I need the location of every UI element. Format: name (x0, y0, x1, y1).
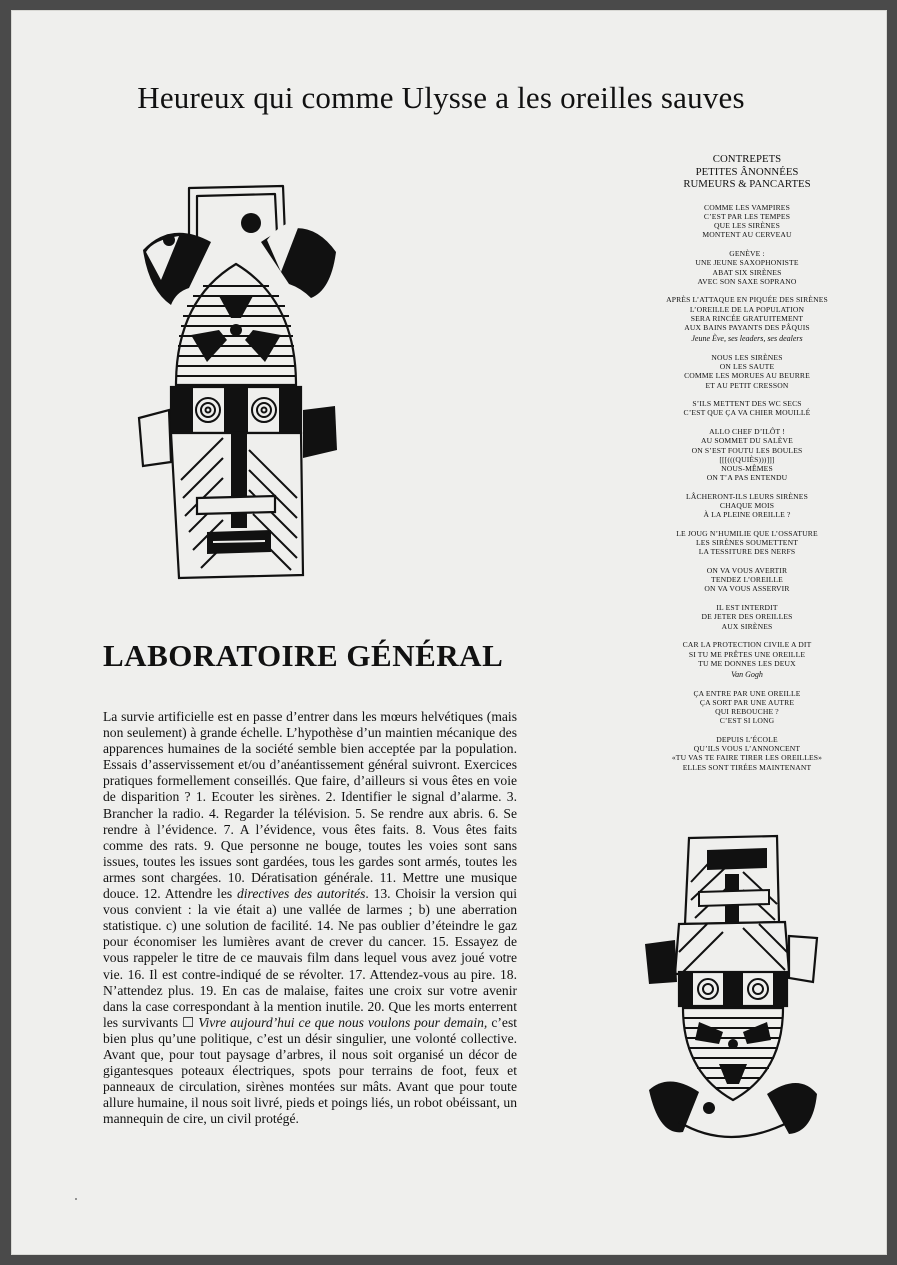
stanza-line: TENDEZ L’OREILLE (711, 575, 783, 585)
stanza-line: ON VA VOUS ASSERVIR (704, 584, 790, 594)
page-sheet (11, 10, 887, 1255)
stanza-line: DEPUIS L’ÉCOLE (716, 734, 778, 744)
stanza (625, 295, 869, 343)
stanza-line: NOUS LES SIRÈNES (711, 352, 783, 362)
stanza-line: C’EST SI LONG (719, 716, 775, 726)
stanza-attribution: Van Gogh (731, 669, 763, 679)
stanza (625, 603, 869, 631)
stanza-line: UNE JEUNE SAXOPHONISTE (695, 258, 799, 268)
sidebar-heading (625, 153, 869, 191)
stanza-line: ABAT SIX SIRÈNES (712, 267, 782, 277)
sidebar-heading-line: PETITES ÂNONNÉES (695, 165, 799, 178)
stanza (625, 203, 869, 240)
stanza-line: MONTENT AU CERVEAU (702, 230, 792, 240)
stanza (625, 427, 869, 482)
stanza-line: «TU VAS TE FAIRE TIRER LES OREILLES» (671, 753, 823, 763)
stanza-line: ON VA VOUS AVERTIR (706, 566, 788, 576)
stanza-line: CAR LA PROTECTION CIVILE A DIT (682, 640, 812, 650)
stanza-line: SERA RINCÉE GRATUITEMENT (690, 313, 804, 323)
stanza-line: C’EST PAR LES TEMPES (703, 211, 791, 221)
stanza-line: [[[(((QUIÈS)))]]] (719, 454, 775, 464)
sidebar-heading-line: RUMEURS & PANCARTES (683, 178, 811, 191)
stanza (625, 249, 869, 286)
stanza-line: ON S’EST FOUTU LES BOULES (691, 445, 803, 455)
stanza-line: ELLES SONT TIRÉES MAINTENANT (682, 762, 812, 772)
stanza-line: L’OREILLE DE LA POPULATION (689, 304, 805, 314)
stanza-line: AVEC SON SAXE SOPRANO (697, 276, 797, 286)
stanza-line: LES SIRÈNES SOUMETTENT (695, 538, 799, 548)
stanza-line: IL EST INTERDIT (716, 603, 778, 613)
stanza-line: DE JETER DES OREILLES (701, 612, 793, 622)
body-italic-1: directives des autorités (236, 886, 366, 902)
stanza-line: ET AU PETIT CRESSON (705, 380, 789, 390)
stanza-line: LA TESSITURE DES NERFS (698, 547, 796, 557)
stanza (625, 353, 869, 390)
article-body (103, 709, 517, 1127)
stanza-line: ON LES SAUTE (719, 362, 775, 372)
stanza-line: S’ILS METTENT DES WC SECS (692, 399, 802, 409)
body-italic-2: Vivre aujourd’hui ce que nous voulons pour demain, (198, 1014, 488, 1030)
stanza-line: ÇA ENTRE PAR UNE OREILLE (693, 688, 801, 698)
stanza-line: QUI REBOUCHE ? (715, 707, 779, 717)
stanza-line: ALLO CHEF D’ILÔT ! (709, 427, 785, 437)
stanza-line: C’EST QUE ÇA VA CHIER MOUILLÉ (683, 408, 811, 418)
stanza (625, 689, 869, 726)
stanza-line: TU ME DONNES LES DEUX (698, 658, 796, 668)
stanza-line: AUX BAINS PAYANTS DES PÂQUIS (684, 323, 810, 333)
stanza-line: COMME LES VAMPIRES (704, 202, 790, 212)
stanza-line: APRÈS L’ATTAQUE EN PIQUÉE DES SIRÈNES (666, 295, 828, 305)
stanza-line: NOUS-MÊMES (721, 463, 773, 473)
stanza (625, 492, 869, 520)
stanza-line: AUX SIRÈNES (721, 621, 773, 631)
body-text-part-2: . 13. Choisir la version qui vous convient : la vie était a) une vallée de larmes ; b) une aberration statistique. c) une solution de facilité. 14. Ne pas oublier d’éteindre le gaz pour économiser les lumières avant de crever du cancer. 15. Essayez de vous rappeler le titre de ce mauvais film dans lequel vous avez joué votre vie. 16. Il est contre-indiqué de se révolter. 17. Attendez-vous au pire. 18. N’attendez plus. 19. En cas de malaise, faites une croix sur votre avenir dans la case correspondant à la mention inutile. 20. Que les morts enterrent les survivants ☐ (103, 886, 517, 1030)
stanza (625, 735, 869, 772)
sidebar-heading-line: CONTREPETS (712, 153, 782, 165)
stanza-line: CHAQUE MOIS (719, 501, 775, 511)
stanza-line: COMME LES MORUES AU BEURRE (684, 371, 810, 381)
stanza-line: LÂCHERONT-ILS LEURS SIRÈNES (686, 491, 808, 501)
stanza-attribution: Jeune Ève, ses leaders, ses dealers (691, 334, 803, 344)
section-title: LABORATOIRE GÉNÉRAL (103, 638, 504, 673)
stanza-line: QU’ILS VOUS L’ANNONCENT (693, 744, 801, 754)
body-text-part-3: c’est bien plus qu’une politique, c’est un désir singulier, une volonté collective. Avant que, pour tout paysage d’arbres, il nous soit organisé un décor de gigantesques poteaux électriques, spots pour terrains de foot, feux et panneaux de circulation, sirènes montées sur mâts. Avant que pour toute allure humaine, il nous soit livré, pieds et poings liés, un robot obéissant, un mannequin de cire, un civil protégé. (103, 1014, 518, 1127)
stanza (625, 566, 869, 594)
totem-mask-illustration (131, 180, 346, 590)
stanza-line: QUE LES SIRÈNES (714, 221, 780, 231)
stanza (625, 640, 869, 679)
stanza (625, 529, 869, 557)
stanza-line: ÇA SORT PAR UNE AUTRE (699, 697, 795, 707)
inverted-totem-mask-illustration (639, 832, 824, 1152)
stanza-list (625, 203, 869, 772)
page-title: Heureux qui comme Ulysse a les oreilles sauves (137, 80, 745, 115)
stanza-line: ON T’A PAS ENTENDU (706, 473, 788, 483)
stanza-line: LE JOUG N’HUMILIE QUE L’OSSATURE (676, 528, 818, 538)
stanza (625, 399, 869, 417)
stanza-line: GENÈVE : (729, 249, 765, 259)
stanza-line: À LA PLEINE OREILLE ? (703, 510, 791, 520)
stanza-line: SI TU ME PRÊTES UNE OREILLE (688, 649, 806, 659)
paper-speck (75, 1198, 77, 1200)
sidebar-poems (625, 153, 869, 781)
stanza-line: AU SOMMET DU SALÈVE (701, 436, 793, 446)
body-text-part-1: La survie artificielle est en passe d’entrer dans les mœurs helvétiques (mais non seulement) à grande échelle. L’hypothèse d’un maintien mécanique des apparences humaines de la société semble bien acceptée par la population. Essais d’asservissement et/ou d’anéantissement général suivront. Exercices pratiques formellement conseillés. Que faire, d’ailleurs si vous êtes en voie de disparition ? 1. Ecouter les sirènes. 2. Identifier le signal d’alarme. 3. Brancher la radio. 4. Regarder la télévision. 5. Se rendre aux abris. 6. Se rendre à l’évidence. 7. A l’évidence, vous êtes faits. 8. Vous êtes faits comme des rats. 9. Que personne ne bouge, toutes les voies sont sans issues, toutes les issues sont gardées, tous les gardes sont armés, toutes les armes sont chargées. 10. Dératisation générale. 11. Mettre une musique douce. 12. Attendre les (103, 709, 517, 902)
